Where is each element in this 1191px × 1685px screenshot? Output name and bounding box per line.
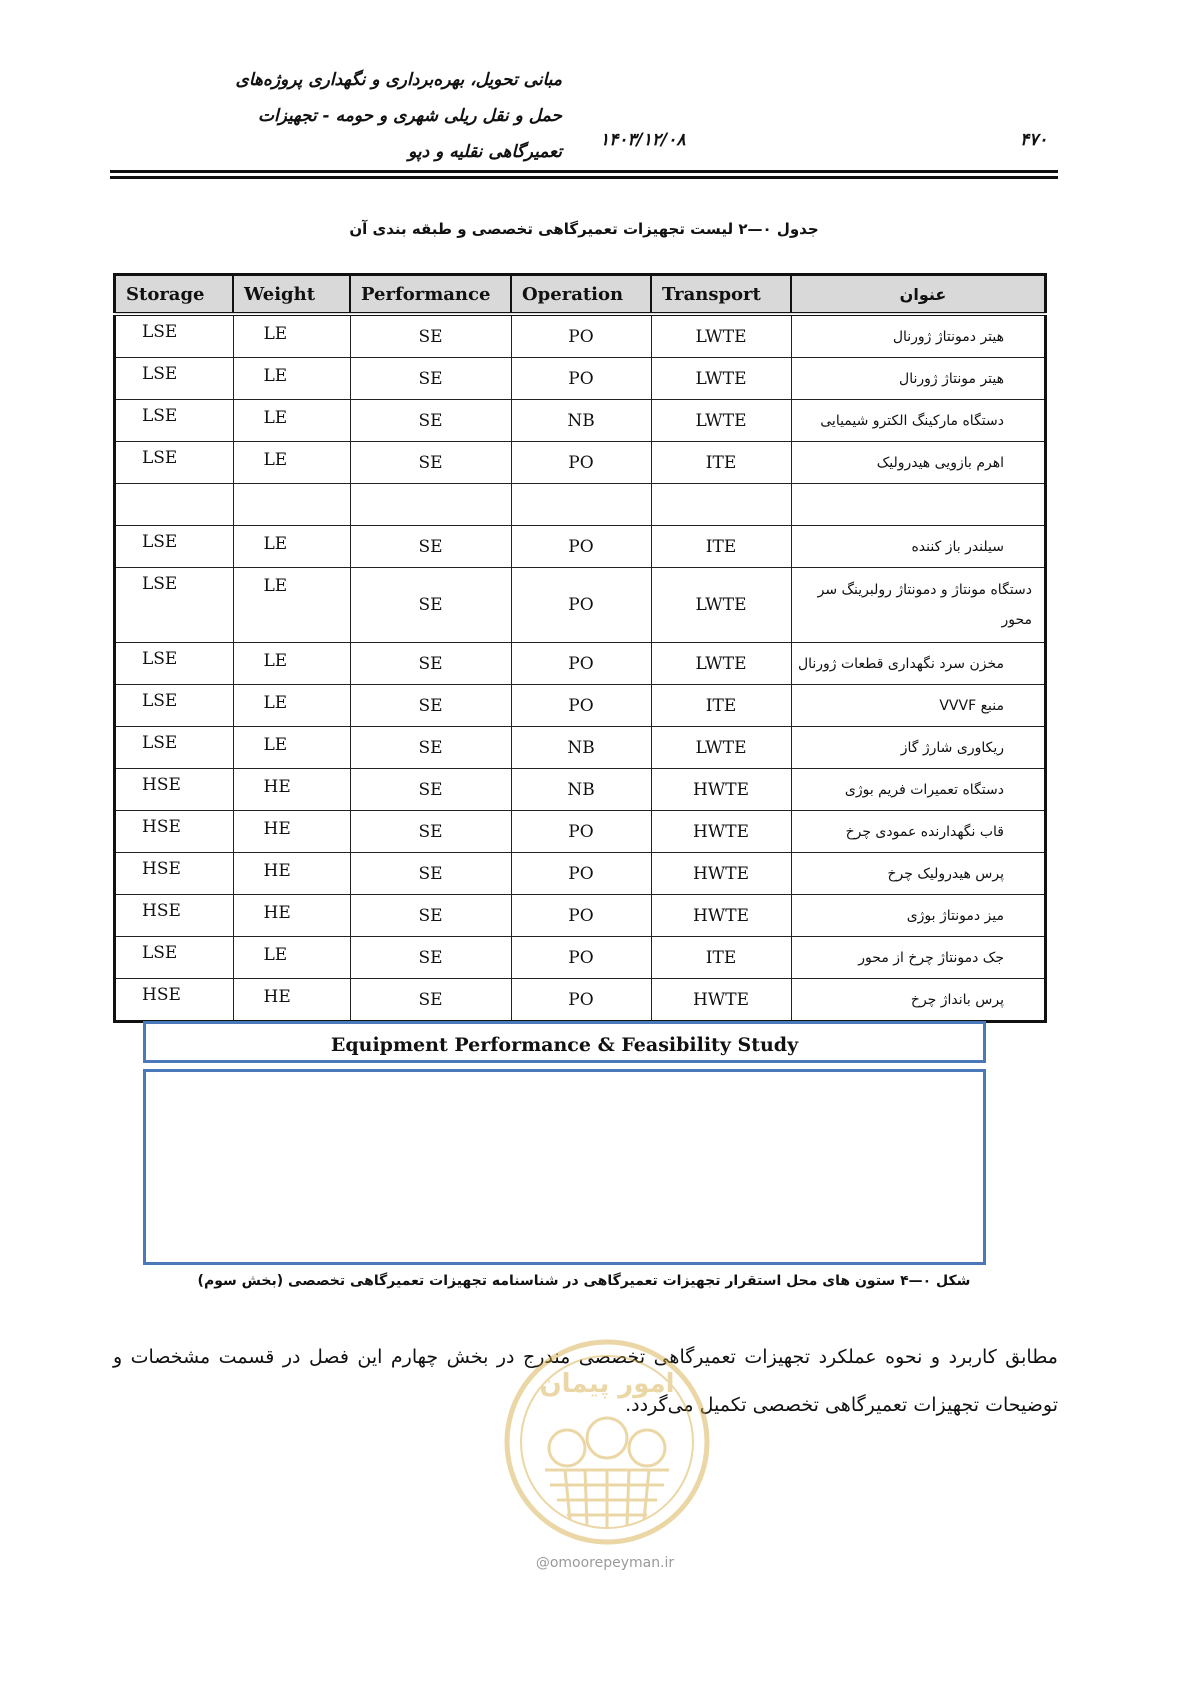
figure-box-body xyxy=(143,1069,986,1265)
table-cell-performance: SE xyxy=(350,314,511,358)
table-cell-title: سیلندر باز کننده xyxy=(791,526,1046,568)
header-title-line: تعمیرگاهی نقلیه و دپو xyxy=(408,142,562,162)
table-cell-storage: LSE xyxy=(115,643,234,685)
table-row xyxy=(115,442,1046,484)
table-cell-weight: LE xyxy=(233,314,350,358)
table-cell-operation: PO xyxy=(511,442,651,484)
table-cell-transport: HWTE xyxy=(651,769,791,811)
table-cell-title: مخزن سرد نگهداری قطعات ژورنال xyxy=(791,643,1046,685)
table-cell-transport: LWTE xyxy=(651,314,791,358)
table-cell-storage: HSE xyxy=(115,811,234,853)
table-cell-operation: PO xyxy=(511,937,651,979)
table-cell-weight: LE xyxy=(233,526,350,568)
table-row xyxy=(115,895,1046,937)
table-cell-operation: PO xyxy=(511,314,651,358)
table-cell-transport: LWTE xyxy=(651,400,791,442)
table-cell-weight: LE xyxy=(233,727,350,769)
table-cell-performance: SE xyxy=(350,358,511,400)
table-cell-weight: HE xyxy=(233,853,350,895)
table-row xyxy=(115,853,1046,895)
table-cell-performance: SE xyxy=(350,727,511,769)
table-cell-storage: LSE xyxy=(115,400,234,442)
table-cell-transport: LWTE xyxy=(651,568,791,643)
table-cell-transport: ITE xyxy=(651,442,791,484)
table-row xyxy=(115,979,1046,1022)
table-cell-performance: SE xyxy=(350,526,511,568)
column-header-performance: Performance xyxy=(350,275,511,315)
table-row xyxy=(115,526,1046,568)
column-header-operation: Operation xyxy=(511,275,651,315)
table-cell-performance: SE xyxy=(350,568,511,643)
column-header-transport: Transport xyxy=(651,275,791,315)
table-cell-transport: HWTE xyxy=(651,979,791,1022)
table-cell-performance: SE xyxy=(350,685,511,727)
table-cell-transport: ITE xyxy=(651,937,791,979)
body-paragraph: مطابق کاربرد و نحوه عملکرد تجهیزات تعمیرگاهی تخصصی مندرج در بخش چهارم این فصل در قسمت مشخصات و توضیحات تجهیزات تعمیرگاهی تخصصی تکمیل می‌گردد. xyxy=(113,1346,1058,1416)
table-cell-title: جک دمونتاژ چرخ از محور xyxy=(791,937,1046,979)
figure-caption: شکل ۰—۴ ستون های محل استقرار تجهیزات تعمیرگاهی در شناسنامه تجهیزات تعمیرگاهی تخصصی (بخش سوم) xyxy=(197,1273,971,1289)
table-cell-storage: HSE xyxy=(115,895,234,937)
table-cell-performance: SE xyxy=(350,769,511,811)
table-cell-transport: LWTE xyxy=(651,358,791,400)
table-cell-operation: PO xyxy=(511,643,651,685)
table-cell-title: دستگاه تعمیرات فریم بوژی xyxy=(791,769,1046,811)
watermark-seal xyxy=(495,1330,720,1590)
table-cell-operation: PO xyxy=(511,895,651,937)
table-cell-title: پرس هیدرولیک چرخ xyxy=(791,853,1046,895)
table-cell-transport: LWTE xyxy=(651,727,791,769)
table-body xyxy=(115,314,1046,1022)
header-date: ۱۴۰۳/۱۲/۰۸ xyxy=(600,130,686,150)
table-cell-operation: PO xyxy=(511,526,651,568)
header-rule xyxy=(110,170,1058,173)
table-cell-transport: ITE xyxy=(651,526,791,568)
table-cell-title: میز دمونتاژ بوژی xyxy=(791,895,1046,937)
table-cell-operation: PO xyxy=(511,811,651,853)
table-row xyxy=(115,568,1046,643)
table-cell-operation: PO xyxy=(511,685,651,727)
table-cell-title: قاب نگهدارنده عمودی چرخ xyxy=(791,811,1046,853)
table-row xyxy=(115,358,1046,400)
table-cell-storage: LSE xyxy=(115,685,234,727)
table-row xyxy=(115,484,1046,526)
table-cell-operation: PO xyxy=(511,853,651,895)
table-cell-title: ریکاوری شارژ گاز xyxy=(791,727,1046,769)
table-cell-operation: NB xyxy=(511,727,651,769)
header-rule xyxy=(110,176,1058,179)
table-cell-weight: HE xyxy=(233,979,350,1022)
table-cell-storage: LSE xyxy=(115,937,234,979)
table-row xyxy=(115,400,1046,442)
table-cell-title: پرس بانداژ چرخ xyxy=(791,979,1046,1022)
table-row xyxy=(115,937,1046,979)
table-cell-performance: SE xyxy=(350,442,511,484)
column-header-title: عنوان xyxy=(791,275,1046,315)
table-cell-operation: NB xyxy=(511,769,651,811)
table-cell-title: منبع VVVF xyxy=(791,685,1046,727)
table-cell-weight: LE xyxy=(233,937,350,979)
table-cell-title xyxy=(791,484,1046,526)
table-cell-weight xyxy=(233,484,350,526)
table-cell-storage: HSE xyxy=(115,769,234,811)
header-title xyxy=(132,62,562,170)
table-cell-title: هیتر مونتاژ ژورنال xyxy=(791,358,1046,400)
table-cell-performance: SE xyxy=(350,400,511,442)
header-title-line: حمل و نقل ریلی شهری و حومه - تجهیزات xyxy=(257,106,562,126)
table-row xyxy=(115,685,1046,727)
table-cell-weight: HE xyxy=(233,895,350,937)
table-cell-title: دستگاه مارکینگ الکترو شیمیایی xyxy=(791,400,1046,442)
table-cell-transport xyxy=(651,484,791,526)
table-cell-performance: SE xyxy=(350,895,511,937)
table-row xyxy=(115,727,1046,769)
equipment-table xyxy=(113,273,1047,1023)
table-cell-title: هیتر دمونتاژ ژورنال xyxy=(791,314,1046,358)
table-row xyxy=(115,643,1046,685)
table-row xyxy=(115,811,1046,853)
table-cell-performance: SE xyxy=(350,811,511,853)
table-cell-transport: HWTE xyxy=(651,811,791,853)
table-header-row xyxy=(115,275,1046,315)
header-title-line: مبانی تحویل، بهره‌برداری و نگهداری پروژه‌های xyxy=(235,70,562,90)
table-cell-storage: LSE xyxy=(115,526,234,568)
table-cell-performance: SE xyxy=(350,643,511,685)
page-number: ۴۷۰ xyxy=(1020,130,1048,150)
table-cell-transport: ITE xyxy=(651,685,791,727)
table-cell-performance: SE xyxy=(350,937,511,979)
watermark-text: امور پیمان xyxy=(539,1369,675,1399)
table-cell-performance xyxy=(350,484,511,526)
table-row xyxy=(115,769,1046,811)
table-cell-title: دستگاه مونتاژ و دمونتاژ رولبرینگ سر محور xyxy=(791,568,1046,643)
table-cell-title: اهرم بازویی هیدرولیک xyxy=(791,442,1046,484)
table-cell-transport: HWTE xyxy=(651,853,791,895)
table-cell-weight: HE xyxy=(233,769,350,811)
table-cell-storage: LSE xyxy=(115,568,234,643)
table-cell-storage xyxy=(115,484,234,526)
table-cell-weight: HE xyxy=(233,811,350,853)
table-cell-storage: HSE xyxy=(115,853,234,895)
table-row xyxy=(115,314,1046,358)
table-cell-transport: LWTE xyxy=(651,643,791,685)
table-cell-operation: PO xyxy=(511,979,651,1022)
table-cell-performance: SE xyxy=(350,979,511,1022)
table-cell-storage: LSE xyxy=(115,314,234,358)
table-cell-operation: PO xyxy=(511,358,651,400)
column-header-weight: Weight xyxy=(233,275,350,315)
table-cell-storage: LSE xyxy=(115,358,234,400)
table-cell-operation xyxy=(511,484,651,526)
table-cell-weight: LE xyxy=(233,643,350,685)
table-cell-performance: SE xyxy=(350,853,511,895)
table-cell-weight: LE xyxy=(233,685,350,727)
figure-box-title: Equipment Performance & Feasibility Study xyxy=(143,1021,986,1063)
table-cell-operation: NB xyxy=(511,400,651,442)
table-cell-weight: LE xyxy=(233,400,350,442)
table-cell-transport: HWTE xyxy=(651,895,791,937)
column-header-storage: Storage xyxy=(115,275,234,315)
table-cell-storage: LSE xyxy=(115,727,234,769)
table-cell-storage: LSE xyxy=(115,442,234,484)
table-cell-weight: LE xyxy=(233,568,350,643)
table-cell-storage: HSE xyxy=(115,979,234,1022)
table-cell-operation: PO xyxy=(511,568,651,643)
watermark-url: @omoorepeyman.ir xyxy=(535,1555,675,1571)
table-cell-weight: LE xyxy=(233,358,350,400)
table-cell-weight: LE xyxy=(233,442,350,484)
table-caption: جدول ۰—۲ لیست تجهیزات تعمیرگاهی تخصصی و طبقه بندی آن xyxy=(349,220,819,238)
